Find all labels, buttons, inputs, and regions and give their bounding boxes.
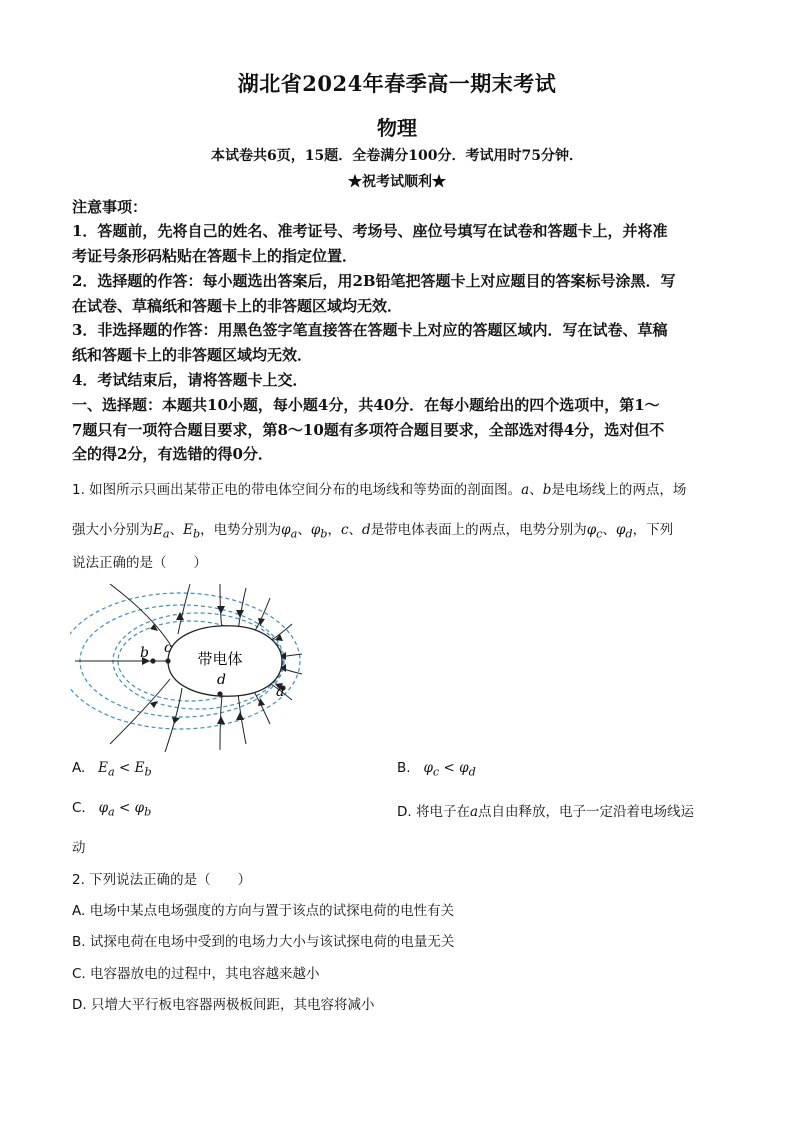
section-instructions: 一、选择题：本题共10小题，每小题4分，共40分．在每小题给出的四个选项中，第1～ [72,396,660,414]
exam-info: 本试卷共6页，15题．全卷满分100分．考试用时75分钟． [211,148,583,164]
point-d-label: d [217,672,226,688]
notes-line: 考证号条形码粘贴在答题卡上的指定位置． [72,247,358,265]
q2-option-a: A. 电场中某点电场强度的方向与置于该点的试探电荷的电性有关 [72,903,455,919]
q1-option-d: D. 将电子在a点自由释放，电子一定沿着电场线运 [397,804,695,820]
q1-stem-line-1: 1. 如图所示只画出某带正电的带电体空间分布的电场线和等势面的剖面图。a、b是电场线上的两点，场 [72,482,687,498]
electric-field-figure [70,584,310,754]
q1-option-a: A. $E_a < E_b$ [72,760,152,779]
q1-stem-line-2: 强大小分别为$E_a$、$E_b$，电势分别为$\varphi_a$、$\varphi_b$，c、d是带电体表面上的两点，电势分别为$\varphi_c$、$\varphi_d$，下列 [72,522,674,541]
notes-line: 4．考试结束后，请将答题卡上交． [72,371,308,389]
notes-line: 1．答题前，先将自己的姓名、准考证号、考场号、座位号填写在试卷和答题卡上，并将准 [72,222,668,240]
notes-line: 2．选择题的作答：每小题选出答案后，用2B铅笔把答题卡上对应题目的答案标号涂黑．写 [72,272,676,290]
q1-option-c: C. $\varphi_a < \varphi_b$ [72,800,152,819]
point-b-label: b [140,645,149,661]
notes-line: 纸和答题卡上的非答题区域均无效． [72,346,313,364]
q2-option-c: C. 电容器放电的过程中，其电容越来越小 [72,966,320,982]
exam-blessing: ★祝考试顺利★ [348,174,446,190]
section-instructions: 全的得2分，有选错的得0分． [72,445,273,463]
section-instructions: 7题只有一项符合题目要求，第8～10题有多项符合题目要求，全部选对得4分，选对但不 [72,421,665,439]
exam-title: 湖北省2024年春季高一期末考试 [237,71,557,96]
exam-subject: 物理 [377,116,417,140]
point-c-label: c [164,640,172,656]
notes-line: 在试卷、草稿纸和答题卡上的非答题区域均无效． [72,297,403,315]
notes-line: 3．非选择题的作答：用黑色签字笔直接答在答题卡上对应的答题区域内．写在试卷、草稿 [72,321,668,339]
q2-option-d: D. 只增大平行板电容器两极板间距，其电容将减小 [72,997,375,1013]
q1-option-b: B. $\varphi_c < \varphi_d$ [397,760,476,779]
q2-stem: 2. 下列说法正确的是（ ） [72,872,252,888]
q2-option-b: B. 试探电荷在电场中受到的电场力大小与该试探电荷的电量无关 [72,934,455,950]
q1-stem-line-3: 说法正确的是（ ） [72,555,207,571]
notes-heading: 注意事项： [72,198,148,216]
q1-option-d-continued: 动 [72,840,86,856]
charged-body-label: 带电体 [197,650,243,668]
point-a-label: a [276,684,285,700]
